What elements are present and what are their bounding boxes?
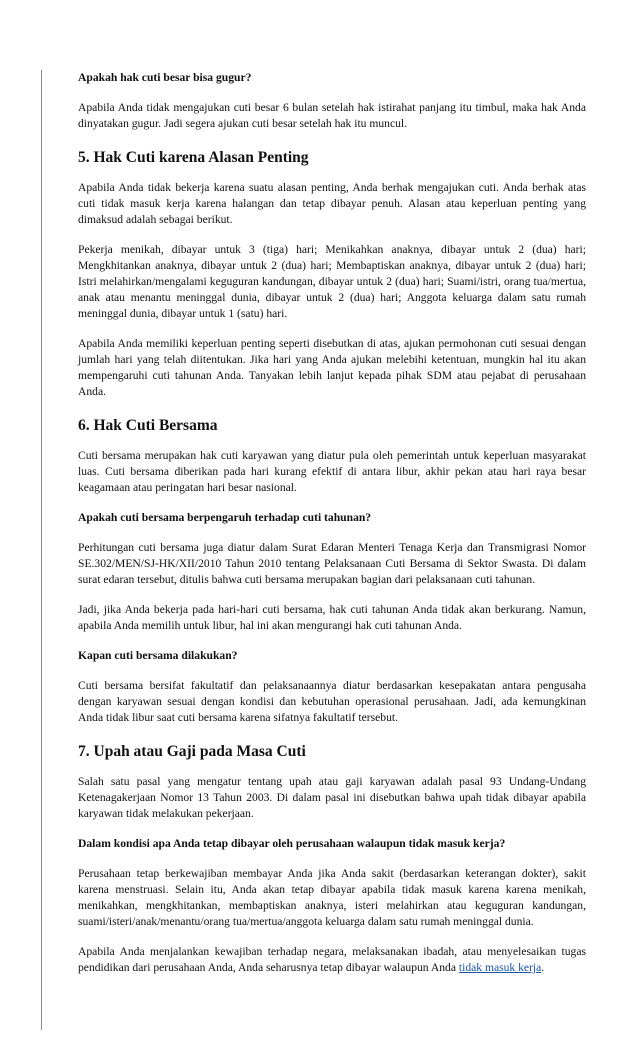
question-cuti-besar-gugur: Apakah hak cuti besar bisa gugur?: [78, 71, 252, 84]
paragraph-alasan-penting-intro: Apabila Anda tidak bekerja karena suatu alasan penting, Anda berhak mengajukan cuti. Anda berhak atas cuti tidak masuk kerja karena halangan dan tetap dibayar penuh. Alasan atau keperluan penting yang dimaksud adalah sebagai berikut.: [78, 181, 586, 226]
paragraph-upah-pasal-93: Salah satu pasal yang mengatur tentang upah atau gaji karyawan adalah pasal 93 Undang-Undang Ketenagakerjaan Nomor 13 Tahun 2003. Di dalam pasal ini disebutkan bahwa upah tidak dibayar apabila karyawan tidak melakukan pekerjaan.: [78, 775, 586, 820]
paragraph-kewajiban-text: Apabila Anda menjalankan kewajiban terhadap negara, melaksanakan ibadah, atau menyelesaikan tugas pendidikan dari perusahaan Anda, Anda seharusnya tetap dibayar walaupun Anda: [78, 945, 586, 974]
paragraph-tetap-dibayar-kondisi: Perusahaan tetap berkewajiban membayar Anda jika Anda sakit (berdasarkan keterangan dokter), sakit karena menstruasi. Selain itu, Anda akan tetap dibayar apabila tidak masuk karena karena menikah, menikahkan, mengkhitankan, membaptiskan anaknya, isteri melahirkan atau keguguran kandungan, suami/isteri/anak/menantu/orang tua/mertua/anggota keluarga dalam satu rumah meninggal dunia.: [78, 867, 586, 928]
question-tetap-dibayar: Dalam kondisi apa Anda tetap dibayar oleh perusahaan walaupun tidak masuk kerja?: [78, 837, 506, 850]
paragraph-kewajiban-end: .: [541, 961, 545, 974]
paragraph-cuti-besar-gugur: Apabila Anda tidak mengajukan cuti besar 6 bulan setelah hak istirahat panjang itu timbul, maka hak Anda dinyatakan gugur. Jadi segera ajukan cuti besar setelah hak itu muncul.: [78, 101, 586, 130]
paragraph-cuti-bersama-pengurangan: Jadi, jika Anda bekerja pada hari-hari cuti bersama, hak cuti tahunan Anda tidak akan berkurang. Namun, apabila Anda memilih untuk libur, hal ini akan mengurangi hak cuti tahunan Anda.: [78, 603, 586, 632]
tidak-masuk-kerja-link[interactable]: tidak masuk kerja: [458, 961, 542, 974]
heading-cuti-bersama: 6. Hak Cuti Bersama: [78, 417, 218, 434]
paragraph-cuti-bersama-intro: Cuti bersama merupakan hak cuti karyawan yang diatur pula oleh pemerintah untuk keperluan masyarakat luas. Cuti bersama diberikan pada hari kurang efektif di antara libur, akhir pekan atau hari raya besar keagamaan atau peringatan hari besar nasional.: [78, 449, 586, 494]
heading-cuti-alasan-penting: 5. Hak Cuti karena Alasan Penting: [78, 149, 309, 166]
paragraph-kewajiban-negara: [78, 944, 586, 976]
question-cuti-bersama-tahunan: Apakah cuti bersama berpengaruh terhadap cuti tahunan?: [78, 511, 372, 524]
heading-upah-masa-cuti: 7. Upah atau Gaji pada Masa Cuti: [78, 743, 306, 760]
paragraph-alasan-penting-note: Apabila Anda memiliki keperluan penting seperti disebutkan di atas, ajukan permohonan cuti sesuai dengan jumlah hari yang telah diitentukan. Jika hari yang Anda ajukan melebihi ketentuan, mungkin hal itu akan mempengaruhi cuti tahunan Anda. Tanyakan lebih lanjut kepada pihak SDM atau pejabat di perusahaan Anda.: [78, 337, 586, 398]
paragraph-cuti-bersama-fakultatif: Cuti bersama bersifat fakultatif dan pelaksanaannya diatur berdasarkan kesepakatan antara pengusaha dengan karyawan sesuai dengan kondisi dan kebutuhan operasional perusahaan. Jadi, ada kemungkinan Anda tidak libur saat cuti bersama karena sifatnya fakultatif tersebut.: [78, 679, 586, 724]
document-page: [78, 70, 586, 992]
paragraph-alasan-penting-list: Pekerja menikah, dibayar untuk 3 (tiga) hari; Menikahkan anaknya, dibayar untuk 2 (dua) hari; Mengkhitankan anaknya, dibayar untuk 2 (dua) hari; Membaptiskan anaknya, dibayar untuk 2 (dua) hari; Istri melahirkan/mengalami keguguran kandungan, dibayar untuk 2 (dua) hari; Suami/istri, orang tua/mertua, anak atau menantu meninggal dunia, dibayar untuk 2 (dua) hari; Anggota keluarga dalam satu rumah meninggal dunia, dibayar untuk 1 (satu) hari.: [78, 243, 586, 320]
paragraph-cuti-bersama-surat-edaran: Perhitungan cuti bersama juga diatur dalam Surat Edaran Menteri Tenaga Kerja dan Transmigrasi Nomor SE.302/MEN/SJ-HK/XII/2010 Tahun 2010 tentang Pelaksanaan Cuti Bersama di Sektor Swasta. Di dalam surat edaran tersebut, ditulis bahwa cuti bersama merupakan bagian dari pelaksanaan cuti tahunan.: [78, 541, 586, 586]
left-margin-rule: [41, 70, 42, 1030]
question-kapan-cuti-bersama: Kapan cuti bersama dilakukan?: [78, 649, 238, 662]
